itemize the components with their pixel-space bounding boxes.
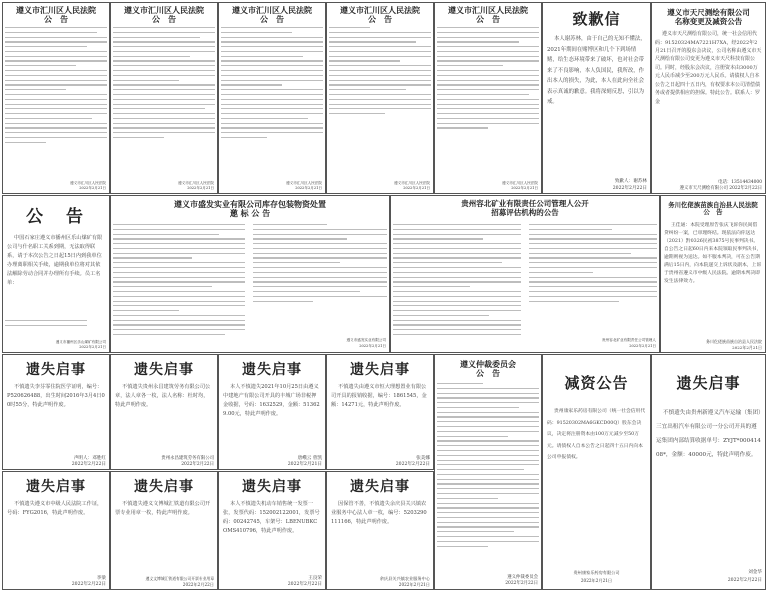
notice-body: 不慎遗失李芬霏住院医学证明，编号：P520626488，出生时间2016年3月4日00时55分，特此声明作废。 (7, 384, 105, 409)
lost-notice-7 (218, 471, 326, 590)
notice-date: 2022年2月21日 (398, 582, 430, 587)
notice-issuer: 务川仡佬族苗族自治县人民法院 (706, 339, 762, 344)
notice-title: 致歉信 (572, 10, 621, 28)
notice-body: 本人不慎遗失2021年10月25日由遵义中建地产有限公司开具的丰城广场非税押金收据，号码：1632529，金额：513629.00元，特此声明作废。 (223, 384, 320, 418)
notice-date: 2022年2月22日 (727, 578, 762, 583)
notice-date: 2022年2月22日 (71, 582, 106, 587)
notice-title: 贵州容北矿业有限责任公司管理人公开 招募评估机构的公告 (461, 199, 589, 217)
notice-title: 遵义市汇川区人民法院 公 告 (448, 5, 528, 25)
lost-notice-2 (110, 354, 218, 470)
notice-body: 王佳通：本院受理原告张庆飞诉你民间借贷纠纷一案，已审理终结。现依法向你送达（2021）黔0326民初3875号民事判决书。自公告之日起60日内来本院领取民事判决书，逾期则视为送达。如不服本判决，可在公告期满后15日内，向本院递交上诉状及副本，上诉于贵州省遵义市中级人民法院。逾期本判决即发生法律效力。 (664, 222, 762, 284)
court-notice-1 (2, 2, 110, 194)
notice-date: 2022年2月21日 (732, 345, 762, 350)
notice-body: 不慎遗失遵义市中级人民法院工作证，号码：FYG2016，特此声明作废。 (7, 501, 103, 517)
notice-title: 遵义市汇川区人民法院 公 告 (124, 5, 204, 25)
lost-notice-1 (2, 354, 110, 470)
notice-body: 因保管不善，不慎遗失余庆县关兴镇农业服务中心法人章一枚，编号：5203290111166，特此声明作废。 (331, 501, 427, 526)
notice-title: 遗失启事 (350, 479, 410, 495)
notice-issuer: 遵义文博城汇铁道有限公司开票专业用章 (145, 576, 214, 581)
notice-title: 遵义市汇川区人民法院 公 告 (232, 5, 312, 25)
notice-issuer: 遵义市汇川区人民法院 (70, 181, 106, 185)
notice-body: 不慎遗失贵州永昌建筑劳务有限公司公章，法人章各一枚，法人名称：杜时均，特此声明作废。 (115, 384, 211, 409)
notice-issuer: 李梁 (96, 576, 106, 581)
lost-notice-4 (326, 354, 434, 470)
notice-date: 2022年2月22日 (395, 462, 430, 467)
notice-body: 遵义市天尺测绘有限公司，统一社会信用代码：91520324MA7221H7XA，经2022年2月21日召开的股东会决议，公司名称由遵义市天尺测绘有限公司变更为遵义市天尺科技有限公司。同时，经股东会决议，注册资本由3000万元人民币减少至200万元人民币。请债权人自本公告之日起四十五日内，有权要求本公司清偿债务或者提供相应的担保。特此公告。联系人：罗金 (655, 31, 762, 105)
notice-title: 务川仡佬族苗族自治县人民法院 公 告 (668, 201, 758, 217)
notice-title: 公 告 (26, 207, 86, 227)
notice-title: 遗失启事 (134, 362, 194, 378)
notice-title: 遵义市天尺测绘有限公司 名称变更及减资公告 (667, 8, 750, 26)
notice-issuer: 张美娜 (416, 456, 430, 461)
apology-letter (542, 2, 651, 194)
notice-date: 2022年2月21日 (79, 186, 106, 190)
notice-date: 2022年2月22日 (181, 462, 214, 467)
notice-title: 遗失启事 (26, 479, 86, 495)
notice-issuer: 遵义市汇川区人民法院 (178, 181, 214, 185)
notice-date: 2022年2月21日 (287, 462, 322, 467)
notice-body: 不慎遗失遵义文博城汇铁道有限公司开票专业用章一枚，特此声明作废。 (115, 501, 211, 517)
notice-issuer: 王良荣 (308, 576, 322, 581)
notice-title: 遗失启事 (242, 362, 302, 378)
arbitration-notice (434, 354, 542, 590)
notice-body: 贵州康家乐药房有限公司（统一社会信用代码：91520302MA6GKCD00Q）股东会决议，决定将注册资本由100万元减少至50万元。请债权人自本公告之日起四十五日内向本公司申报债权。 (547, 409, 646, 461)
notice-title: 遵义仲裁委员会 公 告 (460, 359, 516, 379)
notice-title: 遗失启事 (350, 362, 410, 378)
notice-date: 2022年2月21日 (580, 578, 613, 583)
notice-issuer: 遵义市汇川区人民法院 (502, 181, 538, 185)
notice-date: 2022年2月22日 (182, 582, 214, 587)
notice-issuer: 声明人：邓胜红 (73, 456, 106, 461)
wuchuan-court-notice (660, 195, 766, 353)
notice-date: 遵义市天尺测绘有限公司 2022年2月22日 (679, 186, 762, 191)
notice-title: 遗失启事 (26, 362, 86, 378)
notice-date: 2022年2月22日 (71, 462, 106, 467)
court-notice-5 (434, 2, 542, 194)
mining-notice (2, 195, 110, 353)
evaluator-recruitment-notice (390, 195, 660, 353)
notice-issuer: 唐峨云 曾凯 (297, 456, 322, 461)
notice-date: 2022年2月21日 (629, 344, 656, 348)
notice-date: 2022年2月22日 (287, 582, 322, 587)
name-change-notice (651, 2, 766, 194)
notice-issuer: 余庆县关兴镇农业服务中心 (379, 576, 430, 581)
notice-body: 本人不慎遗失机动车销售统一发票一张，发票代码：152002122001，发票号码：00242745，车架号：LBENUBKCOMS410796，特此声明作废。 (223, 501, 320, 535)
notice-issuer: 刘金华 (748, 570, 762, 575)
notice-issuer: 致歉人：谢苏林 (614, 179, 647, 184)
notice-body: 中国石家庄遵义市播州区乐山煤矿有限公司与什名职工关系到期，无法取得联系，请于本次公告之日起15日内到我单位办理离职相关手续，逾期我单位将对其依法解除劳动合同并办理所有手续。员工名单： (7, 234, 103, 286)
notice-issuer: 贵州永昌建筑劳务有限公司 (161, 456, 214, 461)
notice-date: 2022年2月21日 (403, 186, 430, 190)
notice-date: 2022年2月21日 (187, 186, 214, 190)
notice-title: 减资公告 (564, 374, 629, 392)
notice-issuer: 遵义市播州区乐山煤矿有限公司 (55, 340, 106, 344)
notice-issuer: 遵义市汇川区人民法院 (394, 181, 430, 185)
lost-notice-5 (2, 471, 110, 590)
notice-title: 遗失启事 (134, 479, 194, 495)
notice-issuer: 遵义市汇川区人民法院 (286, 181, 322, 185)
notice-date: 2022年2月21日 (79, 345, 106, 349)
court-notice-2 (110, 2, 218, 194)
court-notice-4 (326, 2, 434, 194)
notice-title: 遵义市汇川区人民法院 公 告 (16, 5, 96, 25)
notice-body: 本人谢苏林，由于自己的无知不懂法，2021年期间在赌博区和几个下到场情赌，给生态环境带来了破坏，也对社会带来了不良影响，本人负国民，我所改，作出本人的损失，为此，本人在此向全社会表示真诚的歉意。我将深刻反思，引以为戒。 (547, 36, 646, 106)
notice-title: 遗失启事 (676, 374, 741, 392)
notice-body: 不慎遗失由贵州新遵义汽车运输（集团）三宜出租汽车有限公司一分公司开具的遵运集团内部结算收据单号：ZYJT*00041408*，金额：40000元，特此声明作废。 (656, 410, 761, 459)
lost-notice-6 (110, 471, 218, 590)
lost-notice-3 (218, 354, 326, 470)
notice-issuer: 贵州康家乐药房有限公司 (573, 570, 620, 575)
notice-issuer: 遵义市盛发实业有限公司 (346, 338, 386, 342)
notice-date: 2022年2月21日 (511, 186, 538, 190)
notice-contact: 电话：13514434000 (718, 180, 762, 185)
notice-title: 遗失启事 (242, 479, 302, 495)
tender-notice (110, 195, 390, 353)
notice-body: 不慎遗失由遵义市恒大理想置业有限公司开具的报销收据，编号：1861545，金额：14271元，特此声明作废。 (331, 384, 427, 409)
notice-date: 2022年2月21日 (359, 344, 386, 348)
notice-date: 2022年2月22日 (505, 581, 538, 586)
notice-issuer: 贵州容北矿业有限责任公司管理人 (602, 338, 656, 342)
notice-title: 遵义市盛发实业有限公司库存包装物资处置 邀 标 公 告 (174, 199, 326, 219)
notice-date: 2022年2月22日 (612, 186, 647, 191)
lost-notice-8 (326, 471, 434, 590)
lost-notice-transport (651, 354, 766, 590)
capital-reduction-notice (542, 354, 651, 590)
notice-title: 遵义市汇川区人民法院 公 告 (340, 5, 420, 25)
court-notice-3 (218, 2, 326, 194)
notice-date: 2022年2月21日 (295, 186, 322, 190)
notice-issuer: 遵义仲裁委员会 (507, 575, 538, 580)
